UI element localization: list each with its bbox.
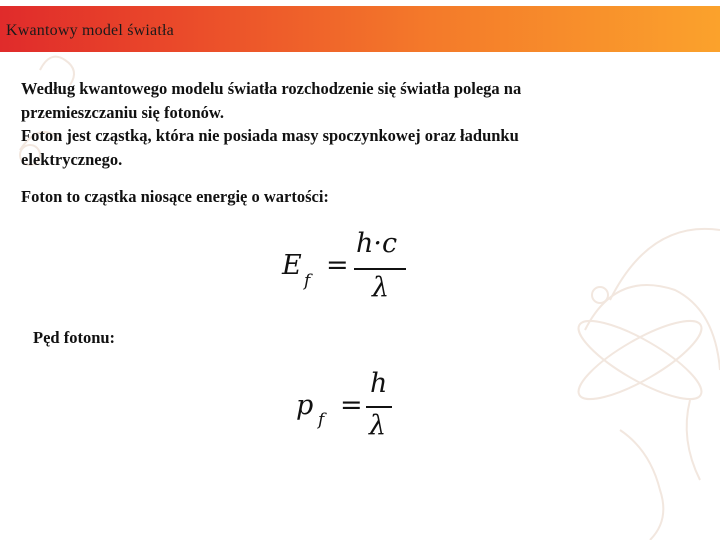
formula-symbol-e: E — [282, 250, 302, 281]
fraction-bar — [366, 406, 392, 408]
text-line: Foton jest cząstką, która nie posiada masy spoczynkowej oraz ładunku — [21, 126, 519, 145]
formula-subscript: f — [318, 410, 325, 430]
text-line: przemieszczaniu się fotonów. — [21, 102, 225, 122]
momentum-formula — [296, 368, 406, 448]
text-line: elektrycznego. — [21, 149, 123, 169]
energy-formula — [282, 228, 422, 308]
formula-numerator: h·c — [356, 228, 398, 259]
formula-numerator: h — [370, 368, 388, 399]
slide-title: Kwantowy model światła — [6, 22, 174, 39]
energy-intro-text: Foton to cząstka niosące energię o wartości: — [21, 187, 329, 206]
paragraph-photon-description — [21, 77, 661, 171]
formula-equals: = — [340, 390, 363, 421]
formula-equals: = — [326, 250, 349, 281]
formula-symbol-p: p — [296, 390, 314, 421]
formula-denominator: λ — [372, 272, 390, 303]
title-banner — [0, 6, 720, 52]
formula-denominator: λ — [369, 410, 387, 441]
momentum-intro-text: Pęd fotonu: — [33, 328, 116, 347]
formula-subscript: f — [304, 271, 311, 291]
text-line: Według kwantowego modelu światła rozchodzenie się światła polega na — [21, 79, 522, 98]
fraction-bar — [354, 268, 406, 270]
